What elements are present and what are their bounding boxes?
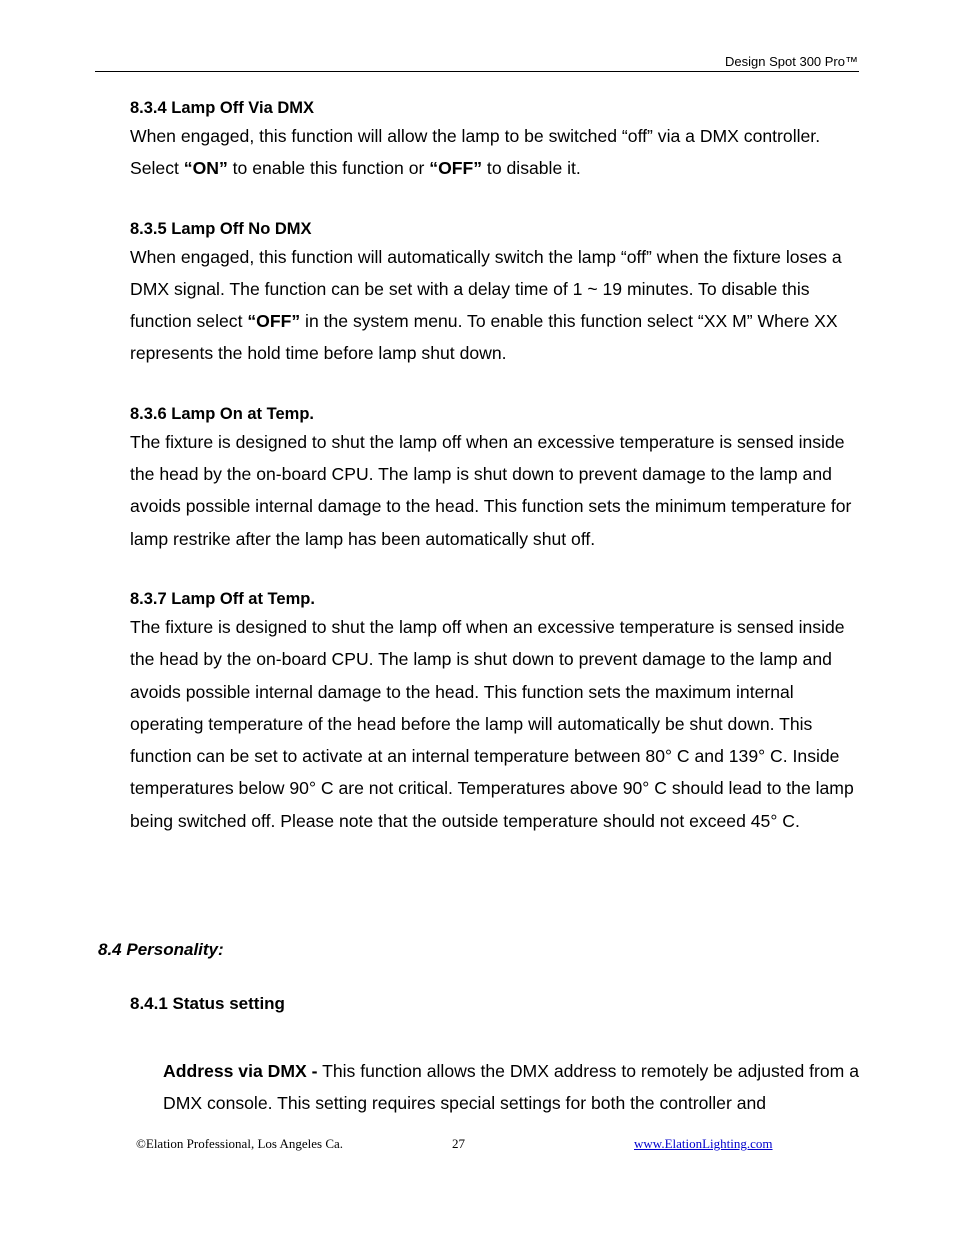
text-run: in the system menu. To enable this function select “XX M” Where XX represents the hold time before lamp shut down. <box>130 311 838 364</box>
bold-text: “ON” <box>183 158 228 179</box>
section-heading: 8.3.7 Lamp Off at Temp. <box>130 589 315 608</box>
text-run: When engaged, this function will automatically switch the lamp “off” when the fixture loses a DMX signal. The function can be set with a delay time of 1 ~ 19 minutes. To disable this function select <box>130 246 842 332</box>
section-heading: 8.3.4 Lamp Off Via DMX <box>130 99 314 117</box>
bold-text: “OFF” <box>247 311 301 332</box>
section-8-3-7 <box>130 587 870 837</box>
section-8-3-4 <box>130 96 870 185</box>
section-heading-8-4: 8.4 Personality: <box>98 940 224 959</box>
section-8-3-6 <box>130 402 870 555</box>
text-run: When engaged, this function will allow the lamp to be switched “off” via a DMX controller. Select <box>130 126 821 179</box>
page-number: 27 <box>452 1136 465 1151</box>
section-paragraph <box>130 241 870 370</box>
section-8-3-5 <box>130 217 870 370</box>
text-run: to disable it. <box>482 158 581 179</box>
bold-lead: Address via DMX - <box>163 1061 318 1081</box>
text-run: This function allows the DMX address to remotely be adjusted from a DMX console. This setting requires special settings for both the controller and <box>163 1061 859 1114</box>
bold-text: “OFF” <box>429 158 483 179</box>
section-paragraph: The fixture is designed to shut the lamp off when an excessive temperature is sensed inside the head by the on-board CPU. The lamp is shut down to prevent damage to the lamp and avoids possible internal damage to the head. This function sets the minimum temperature for lamp restrike after the lamp has been automatically shut off. <box>130 431 852 549</box>
running-header: Design Spot 300 Pro™ <box>725 54 858 69</box>
section-paragraph: The fixture is designed to shut the lamp off when an excessive temperature is sensed inside the head by the on-board CPU. The lamp is shut down to prevent damage to the lamp and avoids possible internal damage to the head. This function sets the maximum internal operating temperature of the head before the lamp will automatically be shut down. This function can be set to activate at an internal temperature between 80° C and 139° C. Inside temperatures below 90° C are not critical. Temperatures above 90° C should lead to the lamp being switched off. Please note that the outside temperature should not exceed 45° C. <box>130 616 854 831</box>
section-heading: 8.3.5 Lamp Off No DMX <box>130 219 312 238</box>
footer-website-link[interactable]: www.ElationLighting.com <box>634 1136 773 1151</box>
address-via-dmx-paragraph <box>163 1055 859 1120</box>
section-paragraph <box>130 120 870 185</box>
section-heading: 8.3.6 Lamp On at Temp. <box>130 404 314 423</box>
main-content <box>130 96 870 837</box>
text-run: to enable this function or <box>227 158 430 179</box>
section-heading-8-4-1: 8.4.1 Status setting <box>130 994 285 1013</box>
footer-copyright: ©Elation Professional, Los Angeles Ca. <box>136 1136 344 1151</box>
header-rule <box>95 71 859 72</box>
